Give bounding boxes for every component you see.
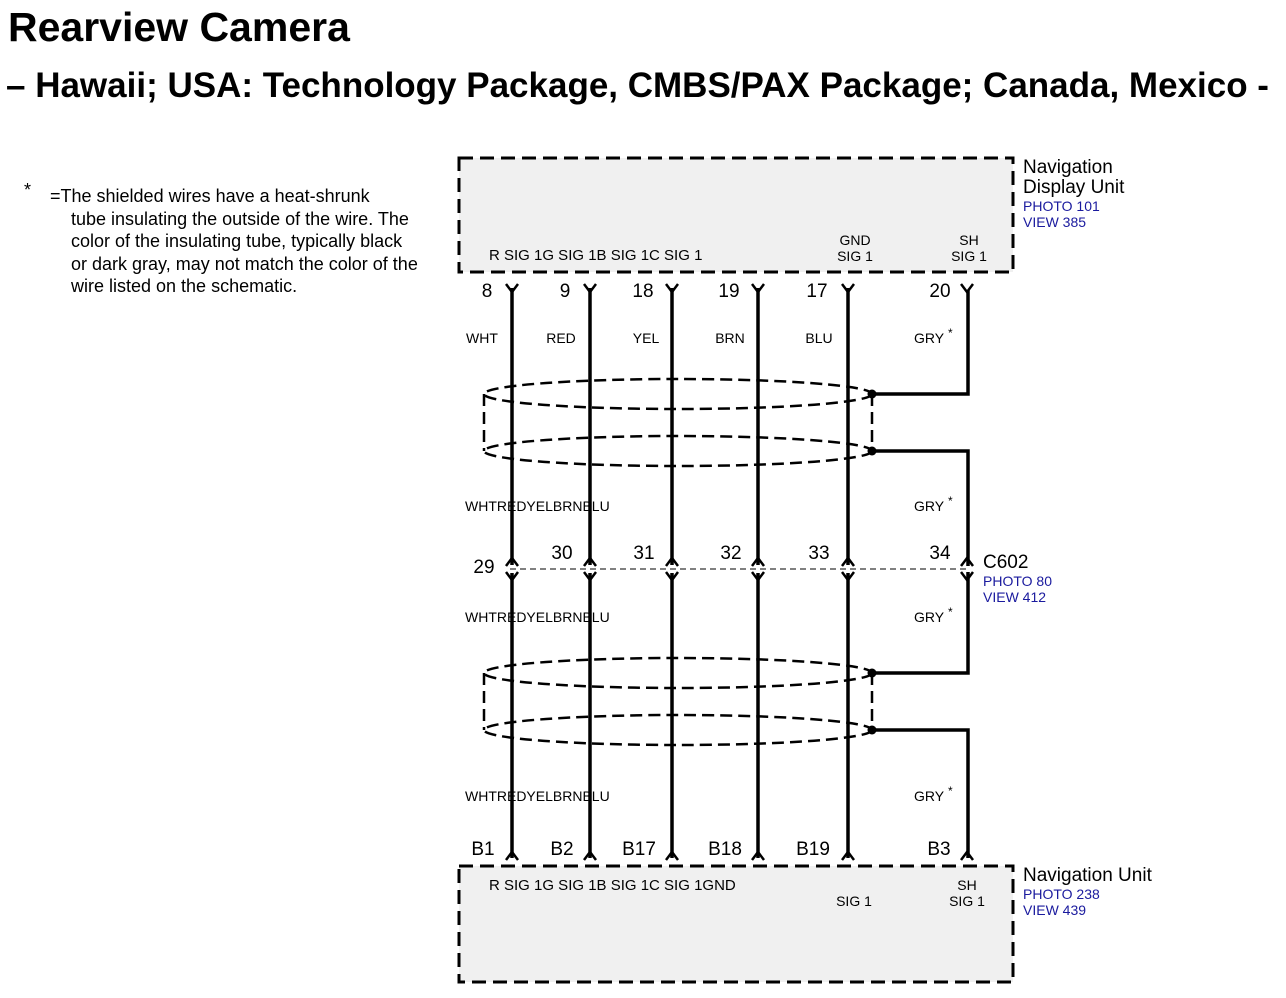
- wire-color-label-blu: BLU: [805, 330, 833, 346]
- lower-shield: [484, 658, 872, 745]
- gry-label-2: [914, 494, 953, 514]
- c602-pin-number-33: 33: [808, 543, 830, 564]
- top-pin-number-9: 9: [559, 281, 571, 302]
- gry-label-1-text: GRY: [914, 330, 945, 346]
- top-pin-number-17: 17: [806, 281, 828, 302]
- bottom-sig-label: SIG 1: [836, 893, 872, 909]
- top-unit-photo-link[interactable]: PHOTO 101: [1023, 198, 1100, 214]
- note-line-1: =The shielded wires have a heat-shrunk: [50, 186, 370, 206]
- bottom-sh-label: SH: [957, 877, 977, 893]
- c602-name: C602: [983, 552, 1029, 573]
- page-title: Rearview Camera: [8, 4, 350, 50]
- gry-label-1: [914, 326, 953, 346]
- merged-color-label-1: WHTREDYELBRNBLU: [465, 498, 610, 514]
- bottom-pin-number-B18: B18: [708, 839, 742, 860]
- gry-label-2-text: GRY: [914, 498, 945, 514]
- gry-label-2-mark: *: [948, 494, 953, 508]
- top-sh-label: SH: [959, 232, 979, 248]
- top-pin-number-20: 20: [929, 281, 951, 302]
- bottom-pin-number-B2: B2: [550, 839, 574, 860]
- wire-color-label-brn: BRN: [715, 330, 745, 346]
- top-pin-number-8: 8: [481, 281, 493, 302]
- top-pin-names: R SIG 1G SIG 1B SIG 1C SIG 1: [489, 247, 703, 264]
- merged-color-label-2: WHTREDYELBRNBLU: [465, 609, 610, 625]
- wire-color-label-wht: WHT: [466, 330, 498, 346]
- c602-pin-number-30: 30: [551, 543, 573, 564]
- top-unit-view-link[interactable]: VIEW 385: [1023, 214, 1087, 230]
- note-symbol: *: [24, 180, 32, 200]
- bottom-unit-name: Navigation Unit: [1023, 865, 1152, 886]
- top-terminal-20: [961, 284, 973, 292]
- bottom-pin-number-B1: B1: [471, 839, 495, 860]
- c602-pin-number-34: 34: [929, 543, 951, 564]
- top-pin-number-19: 19: [718, 281, 740, 302]
- bottom-sh-sig-label: SIG 1: [949, 893, 985, 909]
- c602-pin-number-32: 32: [720, 543, 742, 564]
- gry-label-4-mark: *: [948, 784, 953, 798]
- gry-label-4-text: GRY: [914, 788, 945, 804]
- bottom-unit-view-link[interactable]: VIEW 439: [1023, 902, 1087, 918]
- top-unit-name-2: Display Unit: [1023, 177, 1125, 198]
- upper-shield: [484, 379, 872, 466]
- c602-view-link[interactable]: VIEW 412: [983, 589, 1047, 605]
- drain-wires: [872, 290, 968, 858]
- wire-layer: [466, 281, 973, 860]
- wire-color-label-red: RED: [546, 330, 576, 346]
- top-gnd-label: GND: [839, 232, 871, 248]
- gry-label-3-mark: *: [948, 605, 953, 619]
- gry-label-3-text: GRY: [914, 609, 945, 625]
- page-subtitle: – Hawaii; USA: Technology Package, CMBS/PAX Package; Canada, Mexico -: [6, 66, 1269, 105]
- top-gnd-sig-label: SIG 1: [837, 248, 873, 264]
- c602-pin-number-31: 31: [633, 543, 655, 564]
- wire-color-label-yel: YEL: [632, 330, 660, 346]
- gry-label-1-mark: *: [948, 326, 953, 340]
- bottom-unit-photo-link[interactable]: PHOTO 238: [1023, 886, 1100, 902]
- c602-pin-number-29: 29: [473, 557, 495, 578]
- note-body: tube insulating the outside of the wire. The color of the insulating tube, typically black or dark gray, may not match the color of the wire listed on the schematic.: [71, 208, 418, 296]
- top-pin-number-18: 18: [632, 281, 654, 302]
- merged-color-label-3: WHTREDYELBRNBLU: [465, 788, 610, 804]
- top-sh-sig-label: SIG 1: [951, 248, 987, 264]
- bottom-pin-number-B3: B3: [927, 839, 951, 860]
- bottom-pin-names: R SIG 1G SIG 1B SIG 1C SIG 1GND: [489, 877, 736, 894]
- bottom-pin-number-B19: B19: [796, 839, 830, 860]
- gry-label-3: [914, 605, 953, 625]
- top-unit-name-1: Navigation: [1023, 157, 1113, 178]
- bottom-pin-number-B17: B17: [622, 839, 656, 860]
- gry-label-4: [914, 784, 953, 804]
- c602-photo-link[interactable]: PHOTO 80: [983, 573, 1052, 589]
